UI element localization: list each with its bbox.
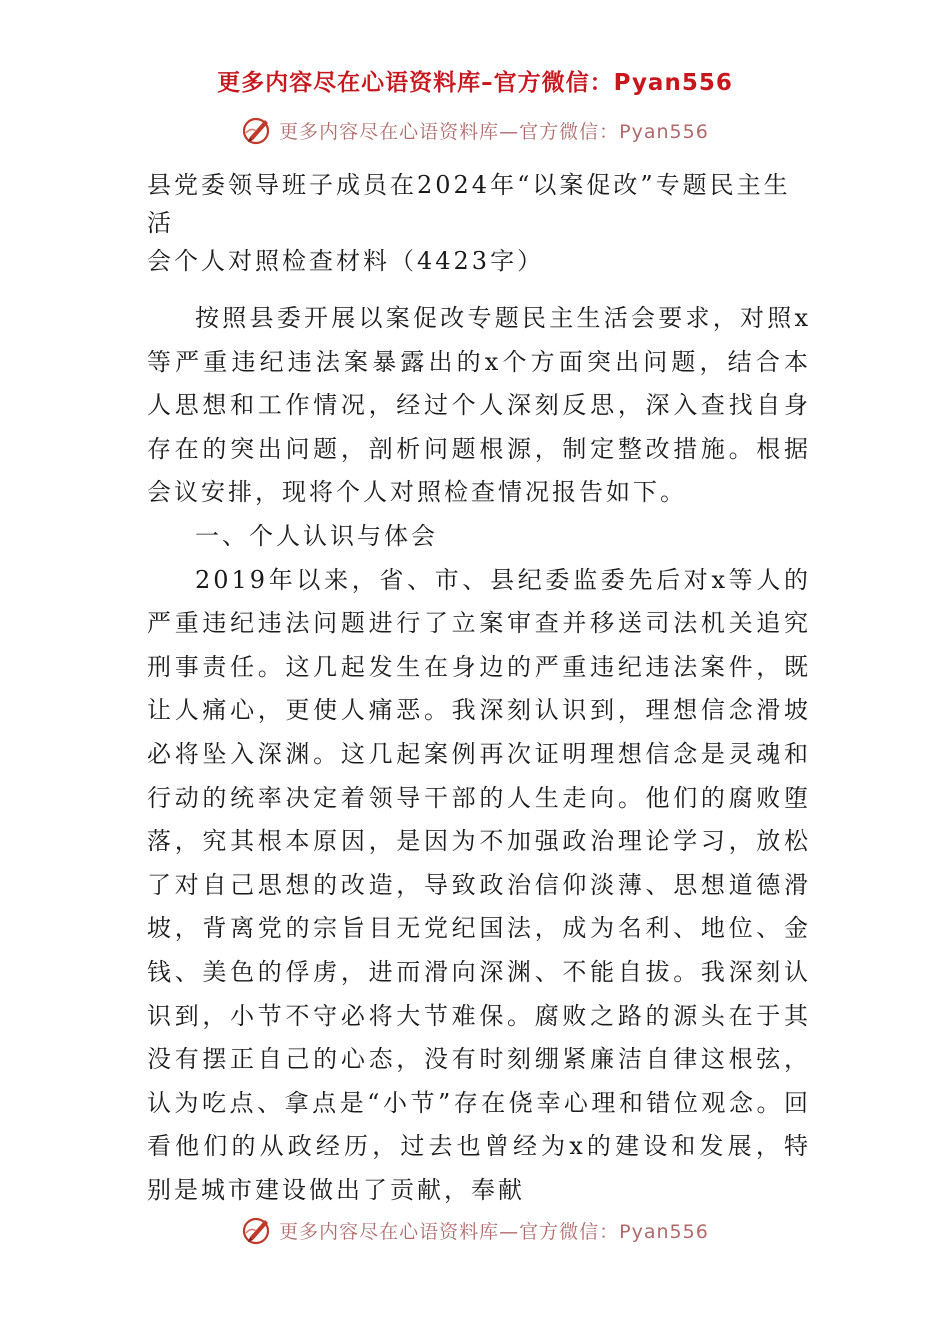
header-watermark (0, 112, 950, 148)
pen-logo-icon (241, 113, 275, 147)
footer-watermark (0, 1212, 950, 1248)
document-title-line1: 县党委领导班子成员在2024年“以案促改”专题民主生活 (147, 171, 791, 237)
top-banner: 更多内容尽在心语资料库–官方微信：Pyan556 (217, 70, 733, 96)
pen-logo-icon (241, 1213, 275, 1247)
section-paragraph: 2019年以来，省、市、县纪委监委先后对x等人的严重违纪违法问题进行了立案审查并移送司法机关追究刑事责任。这几起发生在身边的严重违纪违法案件，既让人痛心，更使人痛恶。我深刻认识到，理想信念滑坡必将坠入深渊。这几起案例再次证明理想信念是灵魂和行动的统率决定着领导干部的人生走向。他们的腐败堕落，究其根本原因，是因为不加强政治理论学习，放松了对自己思想的改造，导致政治信仰淡薄、思想道德滑坡，背离党的宗旨目无党纪国法，成为名利、地位、金钱、美色的俘虏，进而滑向深渊、不能自拔。我深刻认识到，小节不守必将大节难保。腐败之路的源头在于其没有摆正自己的心态，没有时刻绷紧廉洁自律这根弦，认为吃点、拿点是“小节”存在侥幸心理和错位观念。回看他们的从政经历，过去也曾经为x的建设和发展，特别是城市建设做出了贡献，奉献 (147, 565, 811, 1204)
document-body (147, 297, 811, 1212)
document-title (147, 166, 811, 280)
header-watermark-text: 更多内容尽在心语资料库—官方微信：Pyan556 (279, 120, 709, 143)
footer-watermark-text: 更多内容尽在心语资料库—官方微信：Pyan556 (279, 1220, 709, 1243)
intro-paragraph: 按照县委开展以案促改专题民主生活会要求，对照x等严重违纪违法案暴露出的x个方面突出问题，结合本人思想和工作情况，经过个人深刻反思，深入查找自身存在的突出问题，剖析问题根源，制定整改措施。根据会议安排，现将个人对照检查情况报告如下。 (147, 304, 811, 507)
document-title-line2: 会个人对照检查材料（4423字） (147, 247, 545, 275)
section-heading: 一、个人认识与体会 (195, 521, 438, 550)
